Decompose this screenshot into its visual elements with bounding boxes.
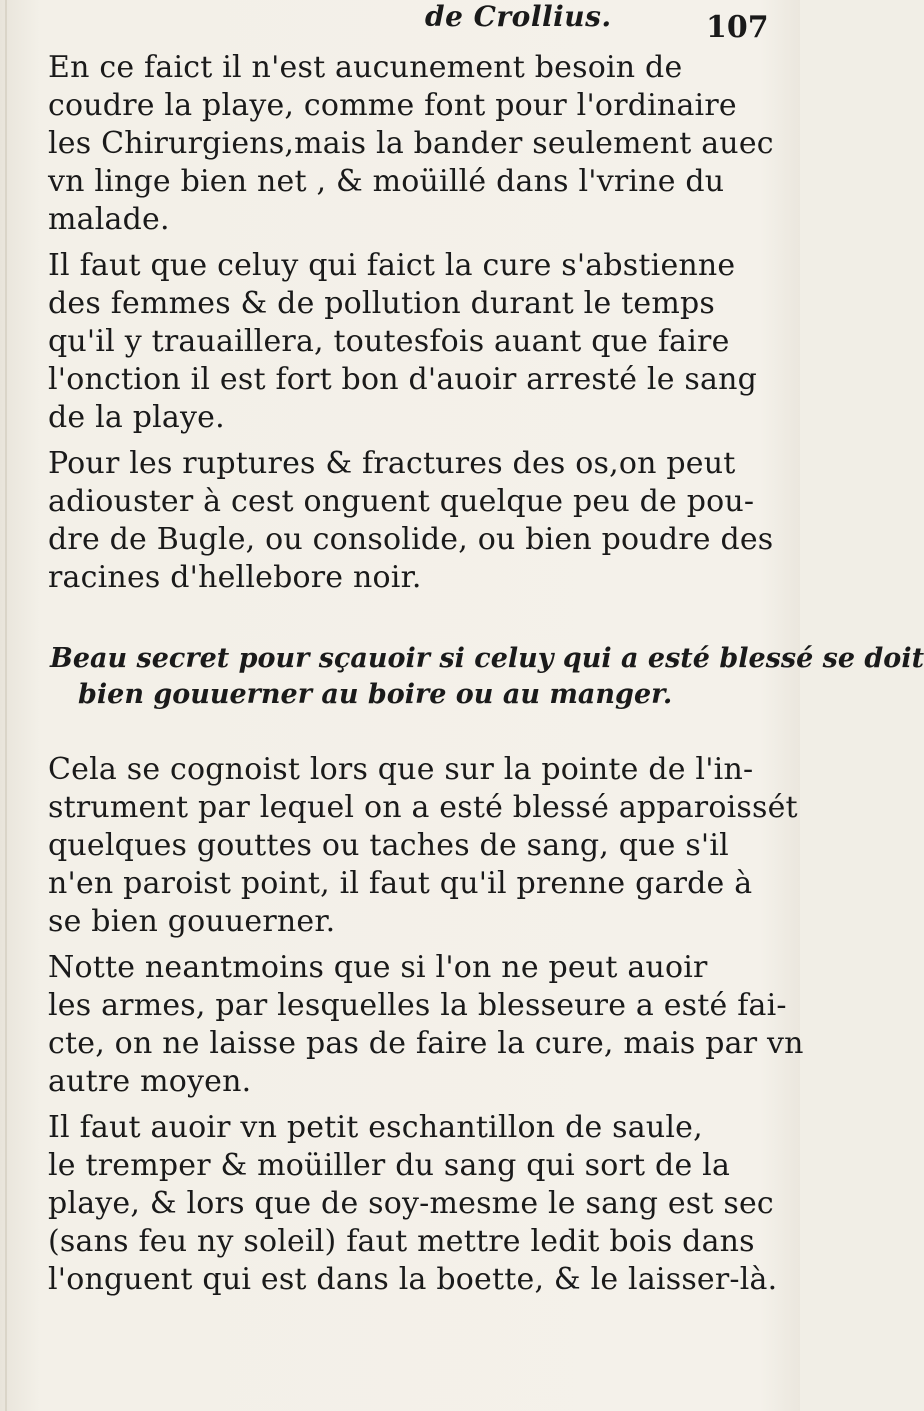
- text-line: malade.: [48, 202, 170, 237]
- text-line: Cela se cognoist lors que sur la pointe de l'in-: [48, 752, 754, 787]
- text-line: l'onguent qui est dans la boette, & le laisser-là.: [48, 1262, 778, 1297]
- running-head: de Crollius.: [425, 0, 612, 33]
- text-line: de la playe.: [48, 400, 225, 435]
- text-line: n'en paroist point, il faut qu'il prenne garde à: [48, 866, 753, 901]
- text-line: Il faut que celuy qui faict la cure s'abstienne: [48, 248, 736, 283]
- text-line: le tremper & moüiller du sang qui sort de la: [48, 1148, 731, 1183]
- text-line: coudre la playe, comme font pour l'ordinaire: [48, 88, 737, 123]
- text-line: l'onction il est fort bon d'auoir arresté le sang: [48, 362, 758, 397]
- text-line: se bien gouuerner.: [48, 904, 336, 939]
- text-line: dre de Bugle, ou consolide, ou bien poudre des: [48, 522, 774, 557]
- text-line: Pour les ruptures & fractures des os,on peut: [48, 446, 736, 481]
- text-line: playe, & lors que de soy-mesme le sang est sec: [48, 1186, 774, 1221]
- text-line: qu'il y trauaillera, toutesfois auant que faire: [48, 324, 730, 359]
- page-number: 107: [706, 10, 769, 45]
- text-line: autre moyen.: [48, 1064, 252, 1099]
- text-line: quelques gouttes ou taches de sang, que s'il: [48, 828, 729, 863]
- text-line: les armes, par lesquelles la blesseure a esté fai-: [48, 988, 787, 1023]
- text-line: En ce faict il n'est aucunement besoin de: [48, 50, 683, 85]
- section-heading-line: Beau secret pour sçauoir si celuy qui a esté blessé se doit: [50, 643, 924, 674]
- text-line: cte, on ne laisse pas de faire la cure, mais par vn: [48, 1026, 804, 1061]
- section-heading-line: bien gouuerner au boire ou au manger.: [78, 679, 673, 710]
- text-line: (sans feu ny soleil) faut mettre ledit bois dans: [48, 1224, 755, 1259]
- text-line: strument par lequel on a esté blessé apparoissét: [48, 790, 798, 825]
- text-line: racines d'hellebore noir.: [48, 560, 422, 595]
- text-line: adiouster à cest onguent quelque peu de pou-: [48, 484, 755, 519]
- page-gutter: [5, 0, 7, 1411]
- text-line: Notte neantmoins que si l'on ne peut auoir: [48, 950, 708, 985]
- text-line: les Chirurgiens,mais la bander seulement auec: [48, 126, 774, 161]
- text-line: des femmes & de pollution durant le temps: [48, 286, 716, 321]
- text-line: vn linge bien net , & moüillé dans l'vrine du: [48, 164, 725, 199]
- text-line: Il faut auoir vn petit eschantillon de saule,: [48, 1110, 703, 1145]
